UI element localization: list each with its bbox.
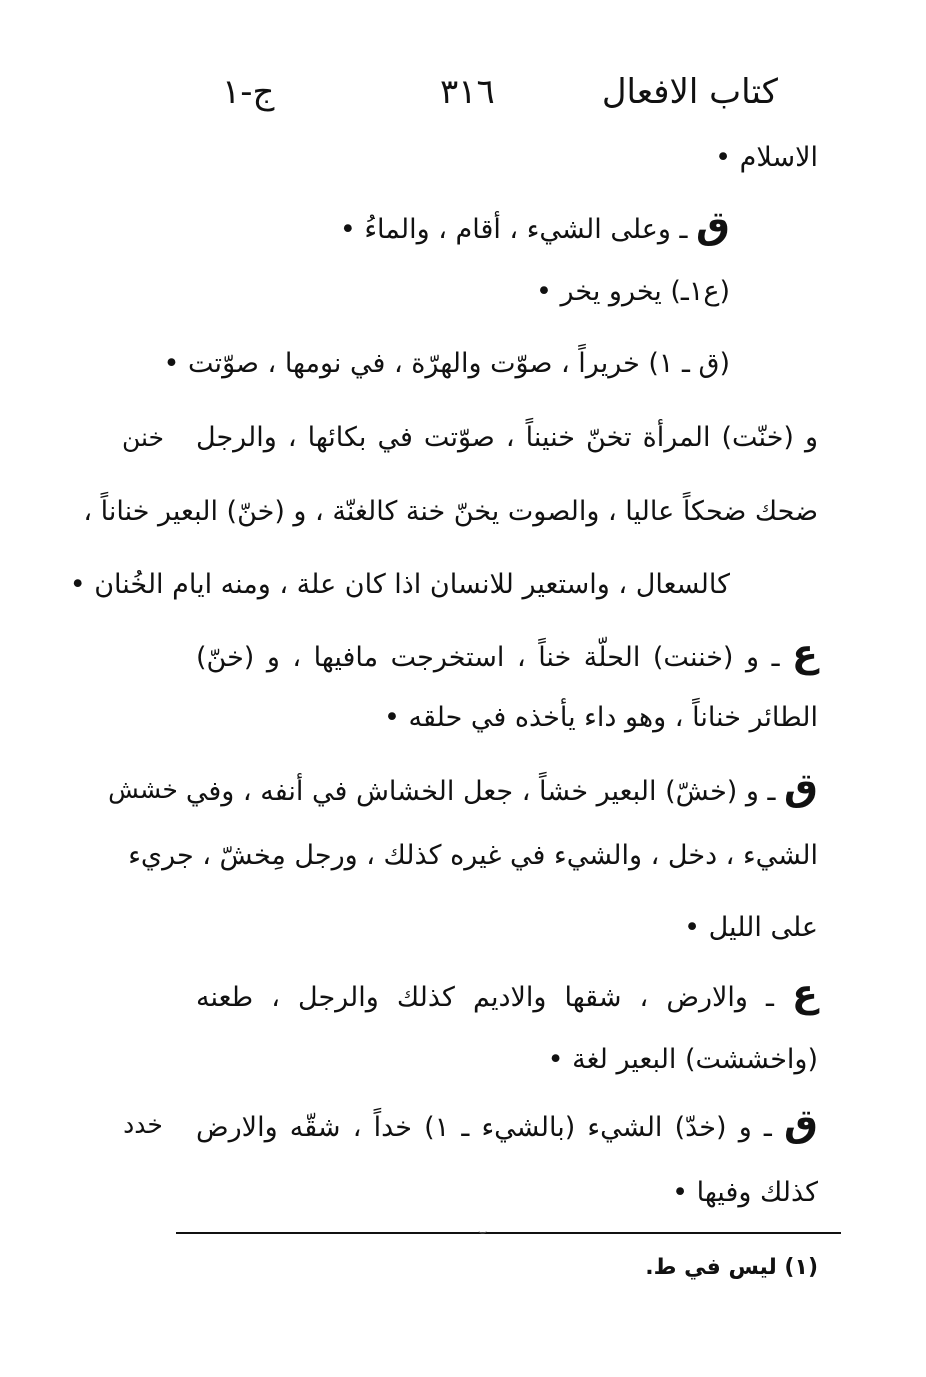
text-line-13-body: ـ والارض ، شقها والاديم كذلك والرجل ، طعنه (196, 982, 774, 1013)
running-title: كتاب الافعال (601, 72, 778, 112)
footnote: (١) ليس في ط. (645, 1255, 818, 1280)
text-line-2 (340, 205, 730, 250)
page-number: ٣١٦ (440, 72, 495, 112)
text-line-9: الطائر خناناً ، وهو داء يأخذه في حلقه • (384, 702, 818, 733)
text-line-2-body: ـ وعلى الشيء ، أقام ، والماءُ • (339, 214, 688, 245)
text-line-11: الشيء ، دخل ، والشيء في غيره كذلك ، ورجل مِخشّ ، جريء (128, 840, 818, 871)
text-line-8-body: ـ و (خننت) الحلّة خناً ، استخرجت مافيها ، و (خنّ) (196, 642, 780, 673)
text-line-6: ضحك ضحكاً عاليا ، والصوت يخنّ خنة كالغنّة ، و (خنّ) البعير خناناً ، (83, 496, 818, 527)
margin-root-word: خدد (123, 1110, 163, 1139)
text-line-8 (196, 633, 818, 678)
text-line-3: (ع١ـ) يخرو يخر • (535, 276, 730, 307)
margin-root-word: خشش (108, 775, 178, 804)
text-line-5: و (خنّت) المرأة تخنّ خنيناً ، صوّتت في بكائها ، والرجل (196, 422, 818, 453)
text-line-1: الاسلام • (715, 142, 818, 173)
margin-root-word: خنن (121, 423, 165, 452)
text-line-7: كالسعال ، واستعير للانسان اذا كان علة ، ومنه ايام الخُنان • (69, 569, 730, 600)
section-mark-qaf: ق (784, 1101, 818, 1145)
printer-mark: ⌣ (478, 1224, 488, 1240)
text-line-16: كذلك وفيها • (672, 1177, 818, 1208)
text-line-15 (196, 1103, 818, 1148)
section-mark-qaf: ق (784, 765, 818, 809)
section-mark-qaf: ق (696, 203, 730, 247)
text-line-14: (واخششت) البعير لغة • (547, 1044, 818, 1075)
section-mark-ain: ع (792, 631, 819, 675)
text-line-12: على الليل • (684, 912, 818, 943)
text-line-10-body: ـ و (خشّ) البعير خشاً ، جعل الخشاش في أنفه ، وفي (185, 776, 776, 807)
text-line-13 (196, 973, 818, 1018)
text-line-10 (185, 765, 818, 812)
footnote-divider (176, 1232, 841, 1234)
section-mark-ain: ع (792, 971, 819, 1015)
volume-label: ج-١ (222, 72, 275, 112)
text-line-15-body: ـ و (خدّ) الشيء (بالشيء ـ ١) خداً ، شقّه والارض (196, 1112, 772, 1143)
text-line-4: (ق ـ ١) خريراً ، صوّت والهرّة ، في نومها ، صوّتت • (163, 348, 730, 379)
